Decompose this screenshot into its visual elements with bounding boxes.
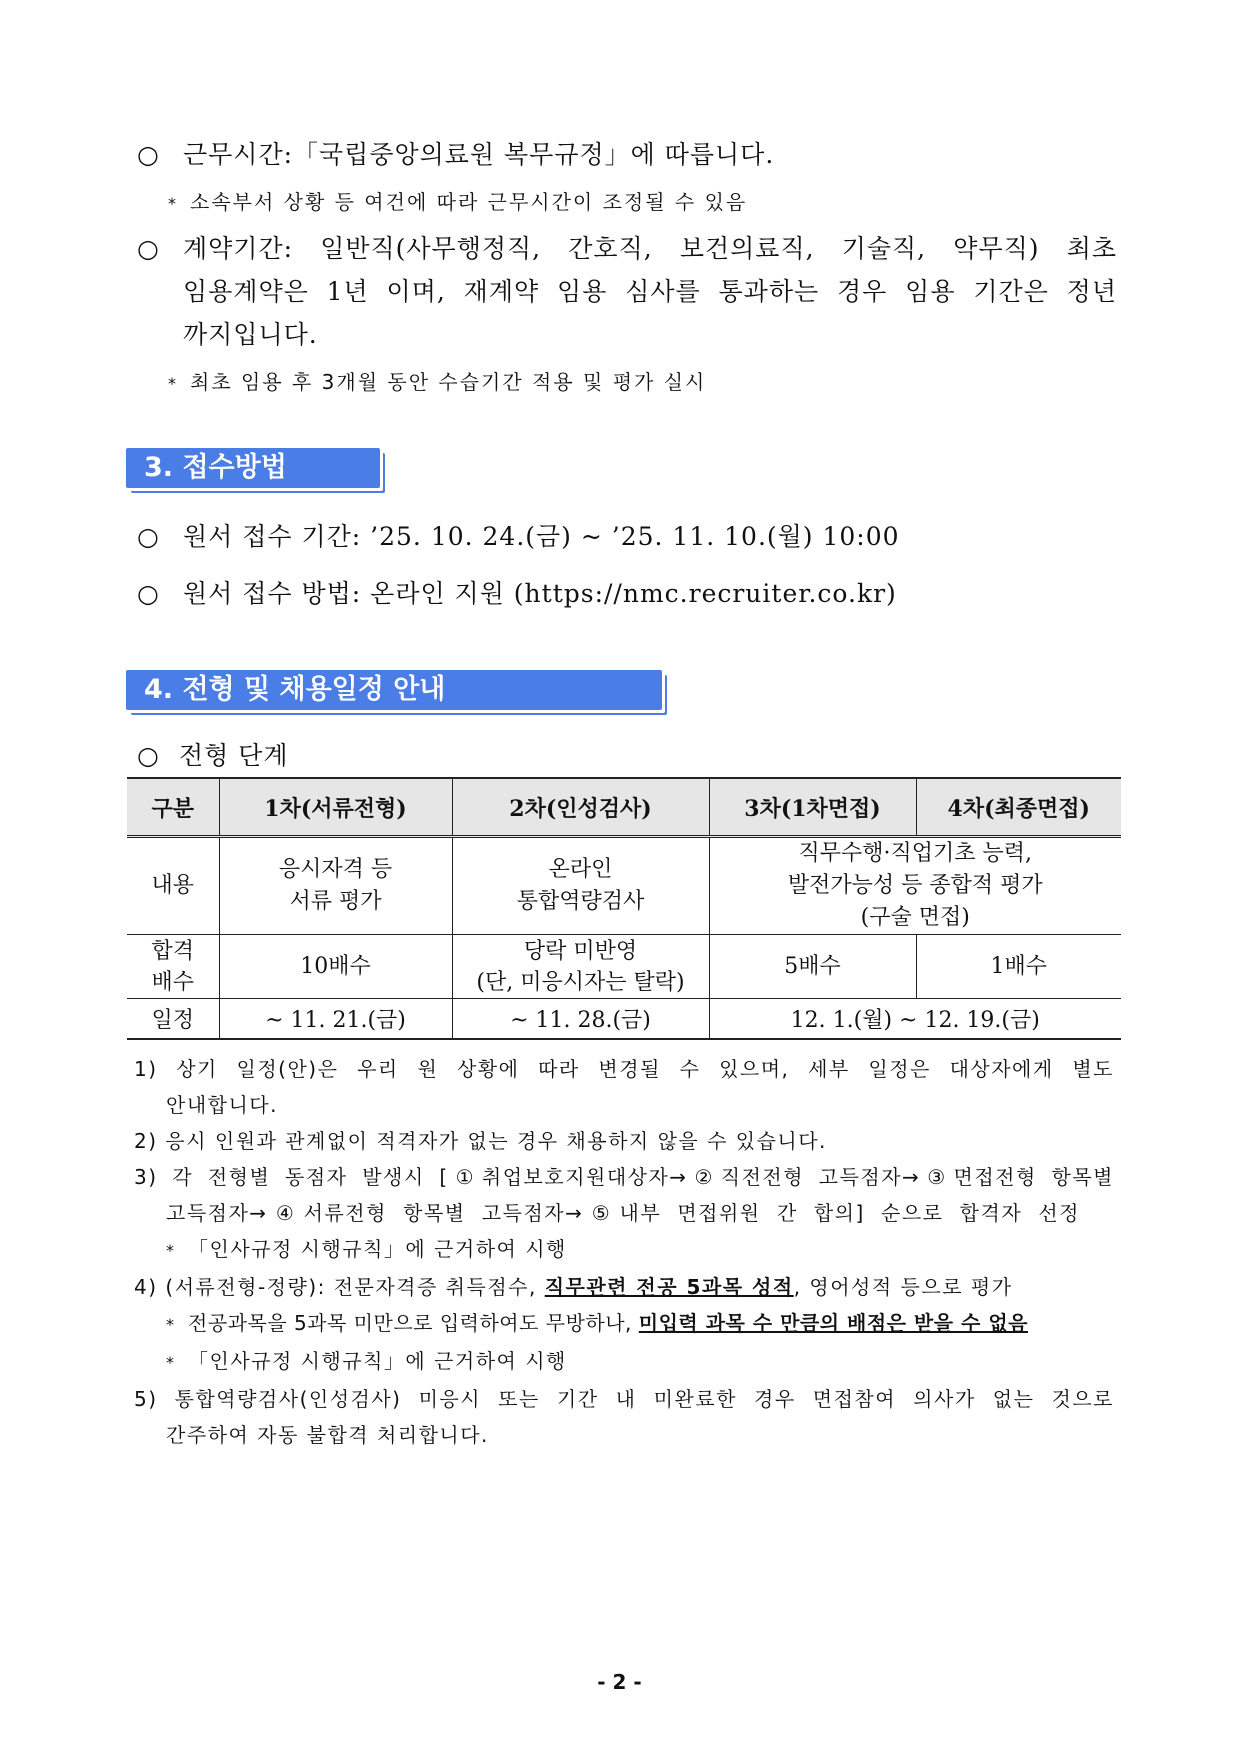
header-stage-3: 3차(1차면접) [709, 778, 916, 837]
row-label-pass [127, 935, 219, 999]
note-3-line-1: 3) 각 전형별 동점자 발생시 [①취업보호지원대상자→②직전전형 고득점자→③면접전형 항목별 [134, 1165, 1114, 1189]
note-4-sub-2-text: 「인사규정 시행규칙」에 근거하여 시행 [188, 1349, 567, 1373]
cell-line: 직무수행·직업기초 능력, [798, 841, 1032, 866]
cell-stage-3-pass: 5배수 [709, 935, 916, 999]
stage-label-text: 전형 단계 [179, 741, 289, 770]
note-5-line-2: 간주하여 자동 불합격 처리합니다. [166, 1423, 489, 1447]
cell-line: 온라인 [548, 857, 613, 882]
note-4-emphasis: 직무관련 전공 5과목 성적 [544, 1275, 794, 1299]
note-1-line-1: 1) 상기 일정(안)은 우리 원 상황에 따라 변경될 수 있으며, 세부 일정은 대상자에게 별도 [134, 1057, 1114, 1081]
contract-note-text: 최초 임용 후 3개월 동안 수습기간 적용 및 평가 실시 [190, 370, 707, 394]
section-4-heading: 4. 전형 및 채용일정 안내 [126, 670, 662, 710]
cell-line: 합격 [151, 938, 194, 964]
note-4-sub-2 [134, 1343, 1114, 1381]
section-3-heading: 3. 접수방법 [126, 448, 380, 488]
note-3-sub-text: 「인사규정 시행규칙」에 근거하여 시행 [188, 1237, 567, 1261]
stage-label-item [137, 735, 537, 777]
cell-stage-2-schedule: ~ 11. 28.(금) [452, 999, 709, 1039]
note-4-sub-1-emphasis: 미입력 과목 수 만큼의 배점은 받을 수 없음 [638, 1311, 1028, 1335]
note-5-line-1: 5) 통합역량검사(인성검사) 미응시 또는 기간 내 미완료한 경우 면접참여 의사가 없는 것으로 [134, 1387, 1114, 1411]
asterisk-icon: * [166, 1315, 176, 1334]
cell-stage-4-pass: 1배수 [916, 935, 1121, 999]
contract-line-1: 계약기간: 일반직(사무행정직, 간호직, 보건의료직, 기술직, 약무직) 최초 [183, 234, 1117, 263]
row-label-content: 내용 [127, 837, 219, 935]
work-hours-item [137, 134, 1137, 176]
note-4-post: , 영어성적 등으로 평가 [793, 1275, 1013, 1299]
application-period-text: 원서 접수 기간: ’25. 10. 24.(금) ~ ’25. 11. 10.(월) 10:00 [183, 522, 900, 551]
circle-bullet-icon: ○ [137, 579, 160, 608]
table-header-row [127, 778, 1121, 837]
table-row-content [127, 837, 1121, 935]
row-label-schedule: 일정 [127, 999, 219, 1039]
contract-line-2: 임용계약은 1년 이며, 재계약 임용 심사를 통과하는 경우 임용 기간은 정년 [183, 277, 1117, 306]
header-stage-4: 4차(최종면접) [916, 778, 1121, 837]
asterisk-icon: * [166, 1241, 176, 1260]
contract-item [137, 228, 1117, 358]
header-stage-2: 2차(인성검사) [452, 778, 709, 837]
asterisk-icon: * [168, 194, 178, 213]
contract-note [168, 366, 706, 395]
page-number: - 2 - [597, 1670, 642, 1694]
application-period-item [137, 516, 1137, 558]
cell-stage-1-pass: 10배수 [219, 935, 452, 999]
application-method-text: 원서 접수 방법: 온라인 지원 (https://nmc.recruiter.co.kr) [183, 579, 897, 608]
note-4-pre: 4) (서류전형-정량): 전문자격증 취득점수, [134, 1275, 545, 1299]
contract-line-3: 까지입니다. [183, 320, 318, 349]
cell-stage-2-content [452, 837, 709, 935]
cell-line: (단, 미응시자는 탈락) [476, 969, 685, 995]
asterisk-icon: * [166, 1353, 176, 1372]
work-hours-text: 근무시간:「국립중앙의료원 복무규정」에 따릅니다. [183, 140, 775, 169]
note-3-line-2: 고득점자→④서류전형 항목별 고득점자→⑤내부 면접위원 간 합의] 순으로 합격자 선정 [166, 1201, 1080, 1225]
cell-line: 응시자격 등 [278, 857, 393, 882]
circle-bullet-icon: ○ [137, 140, 160, 169]
circle-bullet-icon: ○ [137, 234, 160, 263]
table-row-schedule [127, 999, 1121, 1039]
table-row-pass [127, 935, 1121, 999]
work-hours-note [168, 186, 747, 215]
cell-line: (구술 면접) [860, 905, 970, 930]
cell-stage-1-content [219, 837, 452, 935]
footnotes [134, 1051, 1114, 1453]
cell-line: 발전가능성 등 종합적 평가 [787, 873, 1043, 898]
note-2: 2) 응시 인원과 관계없이 적격자가 없는 경우 채용하지 않을 수 있습니다. [134, 1129, 827, 1153]
note-4-sub-1-pre: 전공과목을 5과목 미만으로 입력하여도 무방하나, [188, 1311, 639, 1335]
note-4-sub-1 [134, 1305, 1114, 1343]
circle-bullet-icon: ○ [137, 741, 160, 770]
cell-line: 서류 평가 [289, 889, 382, 914]
schedule-table [127, 777, 1121, 1040]
header-category: 구분 [127, 778, 219, 837]
cell-stage-3-4-content [709, 837, 1121, 935]
cell-stage-2-pass [452, 935, 709, 999]
note-4 [134, 1269, 1114, 1305]
application-method-item [137, 573, 1137, 615]
asterisk-icon: * [168, 374, 178, 393]
header-stage-1: 1차(서류전형) [219, 778, 452, 837]
circle-bullet-icon: ○ [137, 522, 160, 551]
cell-line: 배수 [151, 969, 194, 995]
work-hours-note-text: 소속부서 상황 등 여건에 따라 근무시간이 조정될 수 있음 [190, 190, 748, 214]
cell-line: 통합역량검사 [516, 889, 645, 914]
cell-stage-3-4-schedule: 12. 1.(월) ~ 12. 19.(금) [709, 999, 1121, 1039]
cell-line: 당락 미반영 [523, 938, 638, 964]
cell-stage-1-schedule: ~ 11. 21.(금) [219, 999, 452, 1039]
note-3-sub [134, 1231, 1114, 1269]
note-1-line-2: 안내합니다. [166, 1093, 278, 1117]
